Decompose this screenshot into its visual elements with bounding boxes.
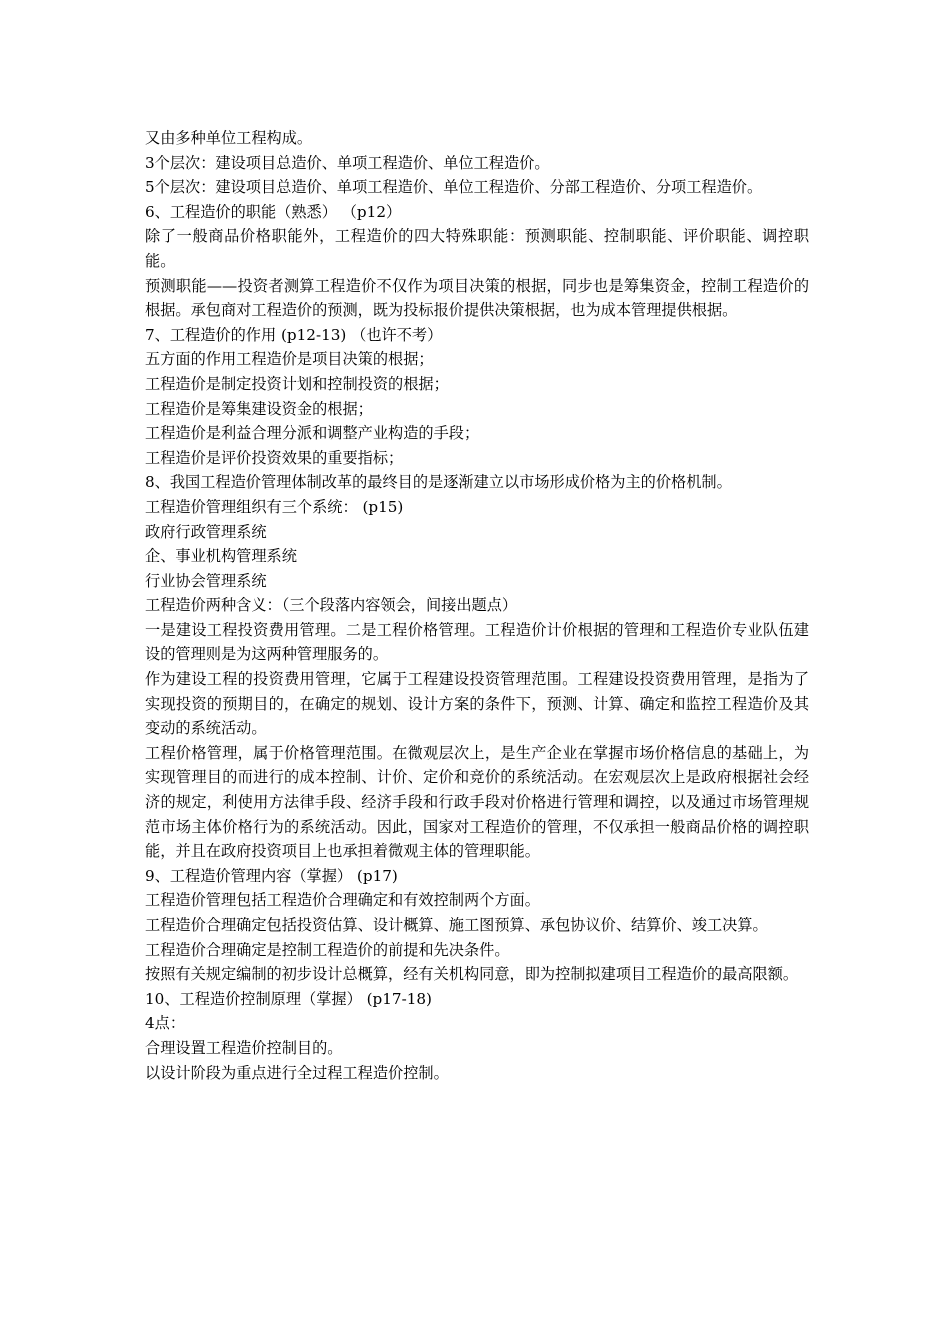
paragraph: 五方面的作用工程造价是项目决策的根据； [145,350,434,369]
document-body [145,126,809,1085]
paragraph: 工程造价合理确定是控制工程造价的前提和先决条件。 [145,940,510,959]
list-item: 企、事业机构管理系统 [145,547,297,566]
section-heading: 8、我国工程造价管理体制改革的最终目的是逐渐建立以市场形成价格为主的价格机制。 [145,473,732,492]
paragraph: 工程造价两种含义：（三个段落内容领会，间接出题点） [145,596,518,615]
list-item: 工程造价是筹集建设资金的根据； [145,399,373,418]
list-item: 工程造价是制定投资计划和控制投资的根据； [145,374,449,393]
paragraph: 一是建设工程投资费用管理。二是工程价格管理。工程造价计价根据的管理和工程造价专业队伍建设的管理则是为这两种管理服务的。 [145,620,809,664]
section-heading: 7、工程造价的作用 (p12-13) （也许不考） [145,325,443,344]
paragraph: 工程造价管理包括工程造价合理确定和有效控制两个方面。 [145,891,540,910]
list-item: 以设计阶段为重点进行全过程工程造价控制。 [145,1063,449,1082]
list-item: 行业协会管理系统 [145,571,267,590]
paragraph: 又由多种单位工程构成。 [145,129,313,147]
paragraph: 按照有关规定编制的初步设计总概算，经有关机构同意，即为控制拟建项目工程造价的最高限额。 [145,965,799,984]
paragraph: 5个层次：建设项目总造价、单项工程造价、单位工程造价、分部工程造价、分项工程造价。 [145,178,763,197]
paragraph: 工程造价合理确定包括投资估算、设计概算、施工图预算、承包协议价、结算价、竣工决算。 [145,916,768,934]
section-heading: 6、工程造价的职能（熟悉） （p12） [145,202,402,221]
list-item: 政府行政管理系统 [145,522,267,541]
paragraph: 除了一般商品价格职能外，工程造价的四大特殊职能：预测职能、控制职能、评价职能、调控职能。 [145,227,809,270]
paragraph: 4点： [145,1014,186,1033]
paragraph: 工程价格管理，属于价格管理范围。在微观层次上，是生产企业在掌握市场价格信息的基础上，为实现管理目的而进行的成本控制、计价、定价和竞价的系统活动。在宏观层次上是政府根据社会经济的规定，利使用方法律手段、经济手段和行政手段对价格进行管理和调控，以及通过市场管理规范市场主体价格行为的系统活动。因此，国家对工程造价的管理，不仅承担一般商品价格的调控职能，并且在政府投资项目上也承担着微观主体的管理职能。 [145,743,809,861]
list-item: 合理设置工程造价控制目的。 [145,1038,343,1057]
list-item: 工程造价是评价投资效果的重要指标； [145,448,404,467]
section-heading: 10、工程造价控制原理（掌握） (p17-18) [145,989,432,1008]
paragraph: 3个层次：建设项目总造价、单项工程造价、单位工程造价。 [145,153,550,172]
list-item: 工程造价是利益合理分派和调整产业构造的手段； [145,424,480,443]
section-heading: 9、工程造价管理内容（掌握） (p17) [145,866,398,885]
paragraph: 工程造价管理组织有三个系统： (p15) [145,497,404,516]
paragraph: 预测职能——投资者测算工程造价不仅作为项目决策的根据，同步也是筹集资金，控制工程造价的根据。承包商对工程造价的预测，既为投标报价提供决策根据，也为成本管理提供根据。 [145,276,809,320]
paragraph: 作为建设工程的投资费用管理，它属于工程建设投资管理范围。工程建设投资费用管理，是指为了实现投资的预期目的，在确定的规划、设计方案的条件下，预测、计算、确定和监控工程造价及其变动的系统活动。 [145,670,809,738]
